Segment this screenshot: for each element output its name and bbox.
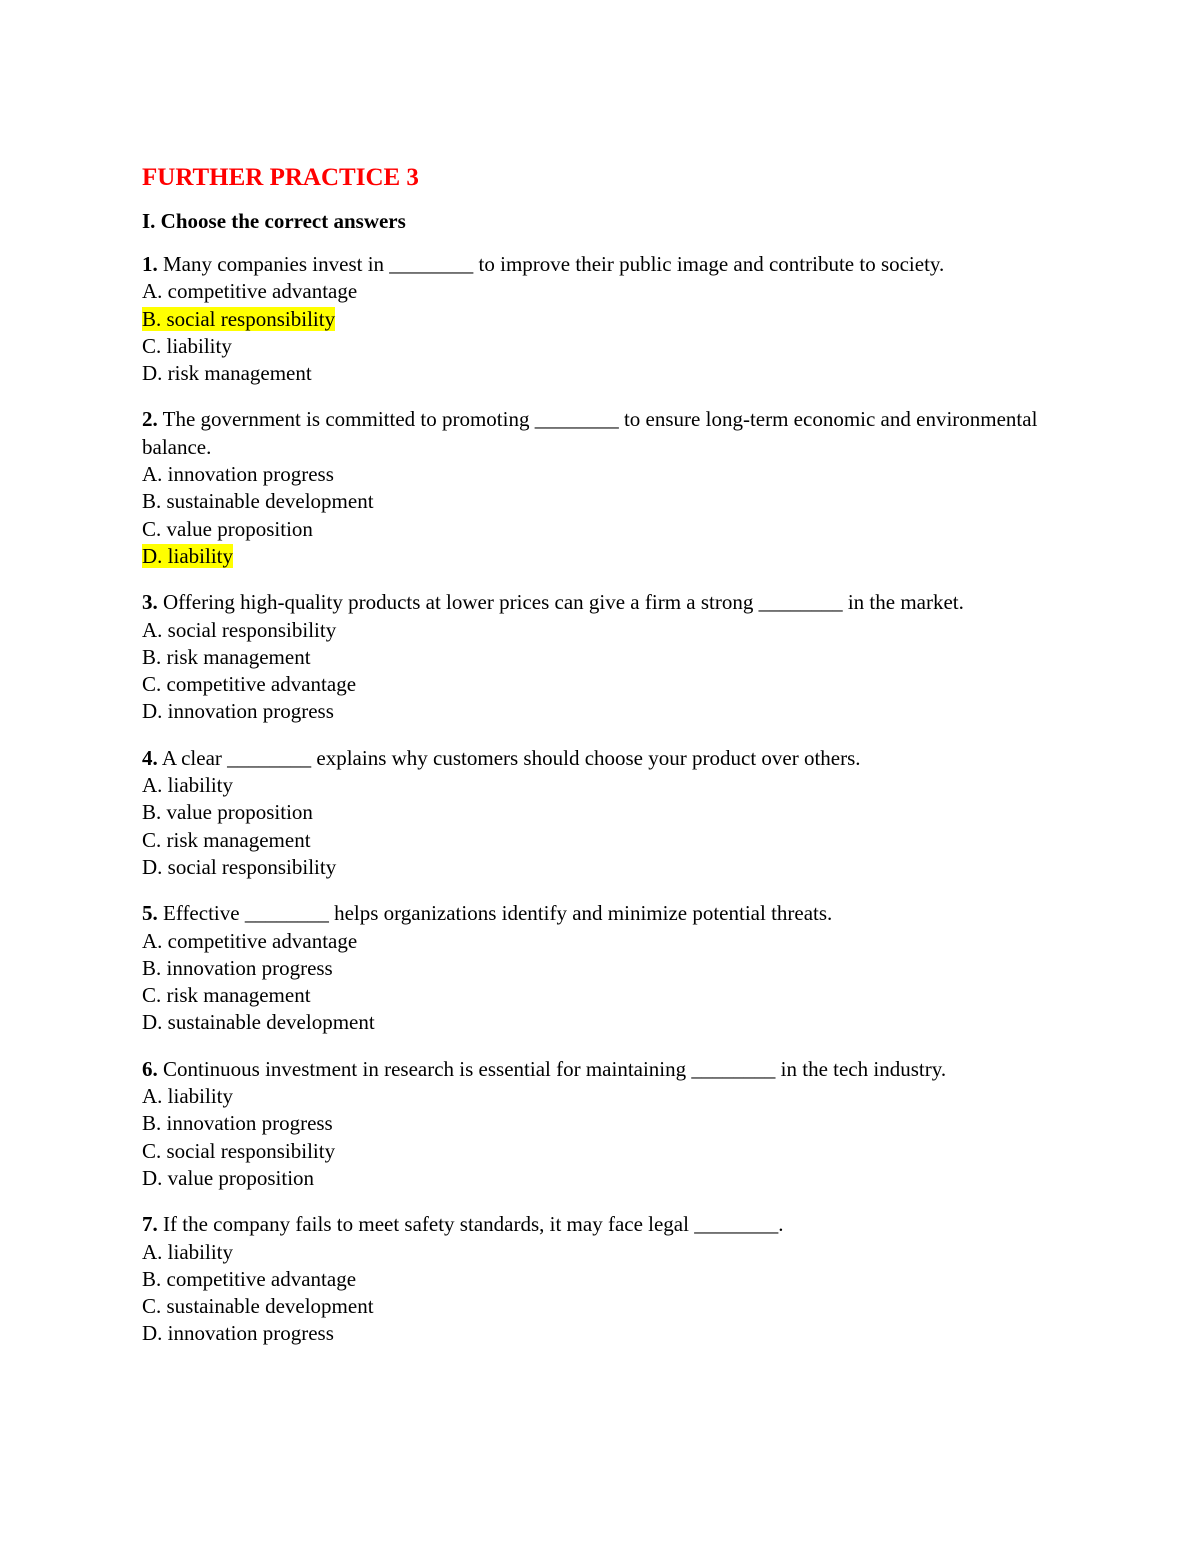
question-number: 3. [142, 590, 158, 615]
question-3 [142, 589, 1072, 725]
answer-text: D. social responsibility [142, 854, 337, 879]
answer-option [142, 1009, 1072, 1036]
answer-text: A. competitive advantage [142, 928, 358, 953]
answer-text: C. liability [142, 333, 232, 358]
answer-option [142, 928, 1072, 955]
answer-text: B. competitive advantage [142, 1266, 357, 1291]
question-number: 5. [142, 901, 158, 926]
answer-option [142, 461, 1072, 488]
answer-option [142, 827, 1072, 854]
answer-option [142, 671, 1072, 698]
question-text: Offering high-quality products at lower prices can give a firm a strong ________ in the market. [157, 590, 964, 615]
answer-option [142, 698, 1072, 725]
question-stem [142, 1211, 1072, 1238]
question-number: 4. [142, 745, 158, 770]
question-1 [142, 251, 1072, 387]
question-stem [142, 745, 1072, 772]
answer-option [142, 488, 1072, 515]
answer-text: B. risk management [142, 644, 311, 669]
answer-option [142, 799, 1072, 826]
answer-option [142, 1110, 1072, 1137]
answer-option [142, 1293, 1072, 1320]
question-text: Continuous investment in research is essential for maintaining ________ in the tech industry. [157, 1056, 947, 1081]
answer-text: C. value proposition [142, 516, 313, 541]
answer-text: B. sustainable development [142, 489, 374, 514]
answer-text: A. social responsibility [142, 617, 337, 642]
answer-text: C. risk management [142, 983, 311, 1008]
answer-text: A. innovation progress [142, 462, 334, 487]
answer-option [142, 1083, 1072, 1110]
answer-text: D. risk management [142, 361, 312, 386]
question-text: A clear ________ explains why customers should choose your product over others. [157, 745, 861, 770]
answer-option [142, 1138, 1072, 1165]
highlighted-answer-text: B. social responsibility [142, 306, 336, 331]
question-stem [142, 251, 1072, 278]
answer-option [142, 516, 1072, 543]
answer-text: D. innovation progress [142, 699, 334, 724]
answer-option [142, 1266, 1072, 1293]
answer-text: B. innovation progress [142, 955, 333, 980]
answer-option [142, 854, 1072, 881]
question-text: If the company fails to meet safety standards, it may face legal ________. [157, 1212, 784, 1237]
question-number: 7. [142, 1212, 158, 1237]
answer-option [142, 1320, 1072, 1347]
answer-text: A. liability [142, 1084, 233, 1109]
section-heading: I. Choose the correct answers [142, 209, 406, 233]
answer-text: D. value proposition [142, 1165, 315, 1190]
answer-text: C. risk management [142, 827, 311, 852]
answer-option [142, 955, 1072, 982]
answer-option [142, 617, 1072, 644]
answer-text: C. sustainable development [142, 1294, 374, 1319]
answer-text: D. sustainable development [142, 1010, 375, 1035]
page-title: FURTHER PRACTICE 3 [142, 164, 419, 191]
answer-option [142, 644, 1072, 671]
question-5 [142, 900, 1072, 1036]
answer-option [142, 1239, 1072, 1266]
answer-text: C. social responsibility [142, 1138, 336, 1163]
answer-option [142, 543, 1072, 570]
answer-option [142, 278, 1072, 305]
question-list [142, 251, 1072, 1348]
document-page [142, 160, 1072, 1367]
answer-option [142, 1165, 1072, 1192]
answer-text: D. innovation progress [142, 1321, 334, 1346]
question-number: 1. [142, 252, 158, 276]
answer-text: B. innovation progress [142, 1111, 333, 1136]
question-text: Many companies invest in ________ to improve their public image and contribute to society. [157, 252, 945, 276]
answer-option [142, 360, 1072, 387]
question-stem [142, 589, 1072, 616]
question-7 [142, 1211, 1072, 1347]
answer-option [142, 982, 1072, 1009]
answer-text: A. liability [142, 773, 233, 798]
question-2 [142, 406, 1072, 570]
question-text: Effective ________ helps organizations identify and minimize potential threats. [157, 901, 833, 926]
question-number: 2. [142, 407, 158, 432]
answer-text: A. competitive advantage [142, 279, 358, 304]
answer-option [142, 306, 1072, 333]
question-number: 6. [142, 1056, 158, 1081]
question-6 [142, 1056, 1072, 1192]
question-4 [142, 745, 1072, 881]
question-stem [142, 900, 1072, 927]
question-text: The government is committed to promoting ________ to ensure long-term economic and environmental balance. [142, 407, 1043, 459]
answer-text: C. competitive advantage [142, 672, 357, 697]
question-stem [142, 1056, 1072, 1083]
highlighted-answer-text: D. liability [142, 543, 233, 568]
answer-option [142, 333, 1072, 360]
answer-option [142, 772, 1072, 799]
answer-text: A. liability [142, 1239, 233, 1264]
answer-text: B. value proposition [142, 800, 313, 825]
question-stem [142, 406, 1072, 461]
